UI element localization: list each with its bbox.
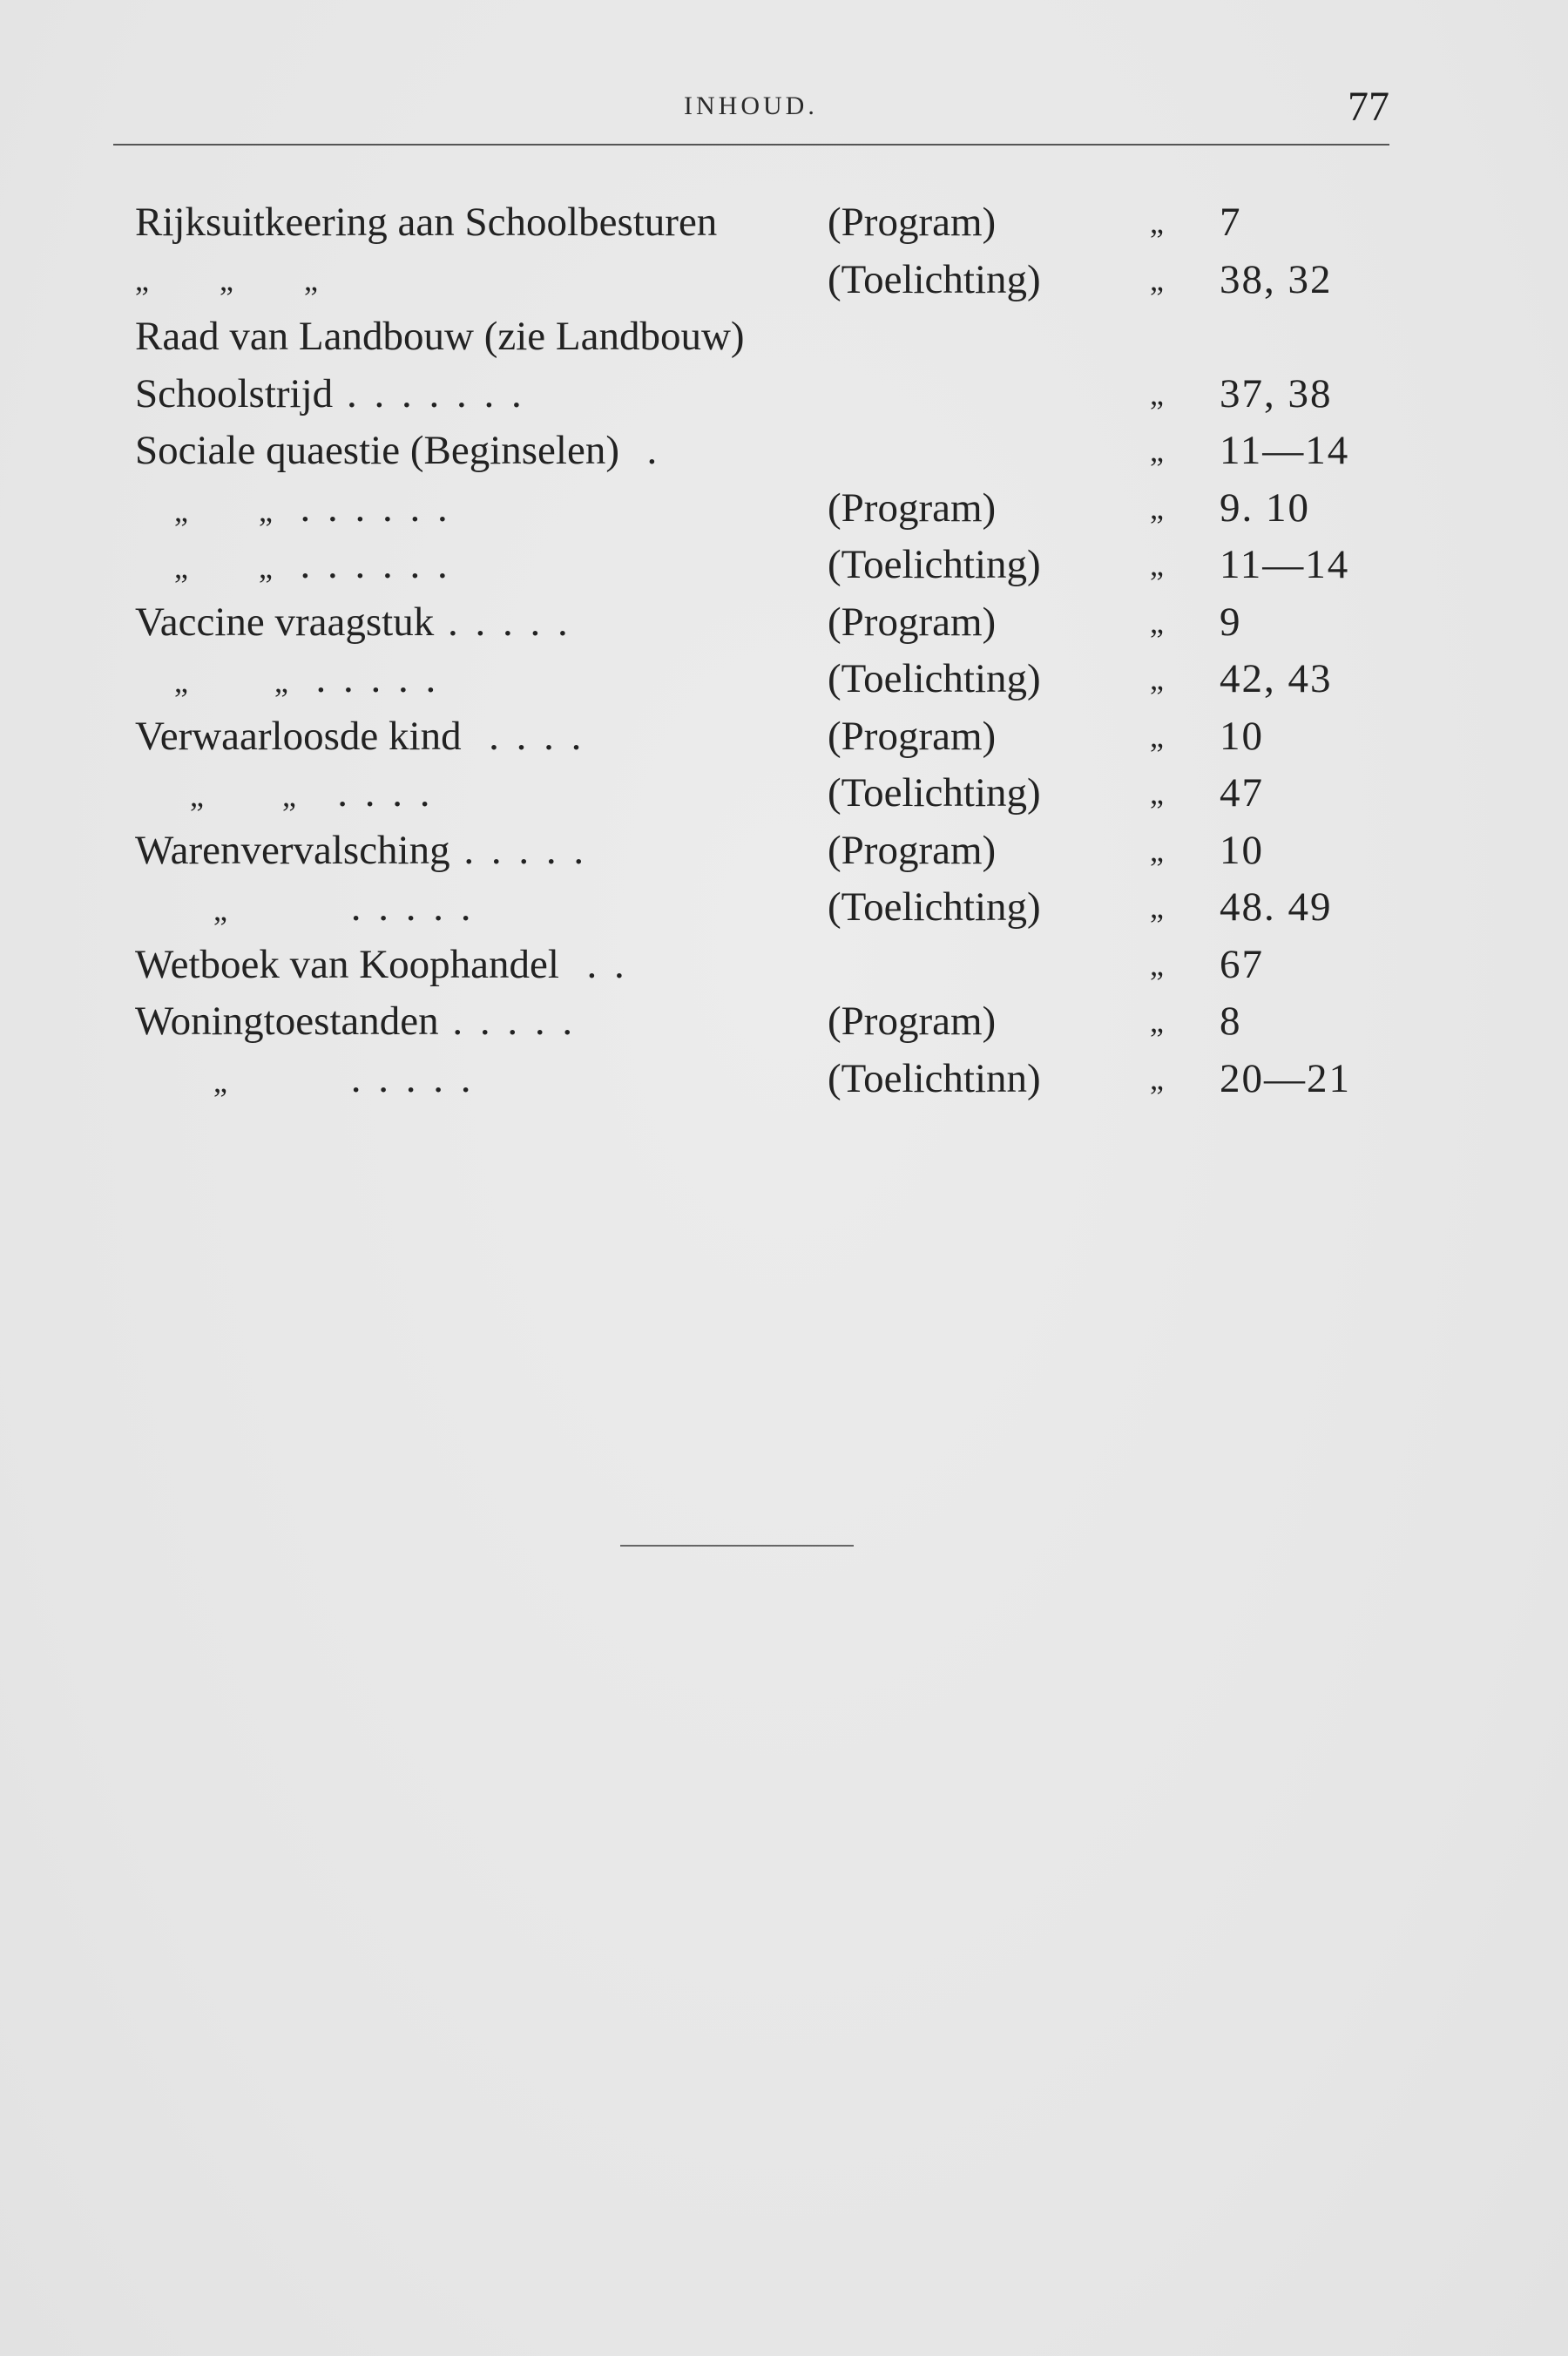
index-entry xyxy=(135,879,1372,937)
entry-ditto-mark: „ xyxy=(1150,775,1164,810)
entry-term: Vaccine vraagstuk . . . . . xyxy=(135,599,571,645)
entry-category: (Program) xyxy=(828,713,997,759)
index-entry xyxy=(135,765,1372,823)
entry-category: (Toelichting) xyxy=(828,256,1041,302)
entry-ditto-mark: „ xyxy=(1150,1060,1164,1096)
entry-ditto-mark: „ xyxy=(1150,832,1164,868)
entry-pages: 10 xyxy=(1220,827,1264,873)
entry-ditto-mark: „ xyxy=(1150,890,1164,924)
entry-category: (Program) xyxy=(828,999,997,1044)
entry-category: (Toelichting) xyxy=(828,770,1041,816)
entry-pages: 47 xyxy=(1220,770,1264,816)
entry-ditto-mark: „ xyxy=(1150,547,1164,582)
closing-rule xyxy=(620,1545,854,1547)
entry-pages: 9. 10 xyxy=(1220,484,1310,531)
entry-ditto-mark: „ xyxy=(1150,946,1164,982)
entry-pages: 20—21 xyxy=(1220,1055,1351,1101)
entry-term: „ „ . . . . . . xyxy=(135,484,451,531)
entry-pages: 11—14 xyxy=(1220,428,1350,473)
entry-term: „ . . . . . xyxy=(135,1055,475,1101)
entry-ditto-mark: „ xyxy=(1150,490,1164,525)
entry-ditto-mark: „ xyxy=(1150,205,1164,240)
page-number: 77 xyxy=(1348,84,1389,130)
index-entry xyxy=(135,194,1372,252)
index-entry xyxy=(135,423,1372,480)
index-entry xyxy=(135,308,1372,366)
entry-term: Wetboek van Koophandel . . xyxy=(135,941,628,987)
running-title: INHOUD. xyxy=(684,91,818,120)
page-header xyxy=(118,83,1389,144)
entry-ditto-mark: „ xyxy=(1150,661,1164,696)
index-entry xyxy=(135,480,1372,538)
entry-ditto-mark: „ xyxy=(1150,718,1164,754)
entry-category: (Toelichtinn) xyxy=(828,1055,1041,1101)
entry-term: Schoolstrijd . . . . . . . xyxy=(135,370,525,416)
entry-pages: 37, 38 xyxy=(1220,370,1333,416)
entry-ditto-mark: „ xyxy=(1150,261,1164,297)
entry-category: (Toelichting) xyxy=(828,542,1041,587)
entry-ditto-mark: „ xyxy=(1150,1004,1164,1039)
index-entry xyxy=(135,651,1372,708)
index-entry xyxy=(135,937,1372,994)
entry-category: (Program) xyxy=(828,484,997,531)
entry-ditto-mark: „ xyxy=(1150,376,1164,411)
entry-category: (Toelichting) xyxy=(828,884,1041,930)
entry-term: „ „ . . . . xyxy=(135,770,434,816)
entry-term: Woningtoestanden . . . . . xyxy=(135,999,577,1044)
index-entry xyxy=(135,594,1372,652)
entry-term: Verwaarloosde kind . . . . xyxy=(135,713,585,759)
entry-pages: 9 xyxy=(1220,599,1242,645)
entry-pages: 67 xyxy=(1220,941,1264,987)
index-entry xyxy=(135,366,1372,423)
index-entry xyxy=(135,537,1372,594)
entry-pages: 10 xyxy=(1220,713,1264,759)
entry-category: (Toelichting) xyxy=(828,656,1041,701)
entry-term: „ „ . . . . . xyxy=(135,656,440,701)
entry-pages: 7 xyxy=(1220,200,1242,245)
entry-ditto-mark: „ xyxy=(1150,604,1164,640)
entry-pages: 42, 43 xyxy=(1220,656,1333,701)
entry-pages: 8 xyxy=(1220,999,1242,1044)
entry-term: „ . . . . . xyxy=(135,884,475,930)
index-entry xyxy=(135,708,1372,766)
entry-pages: 48. 49 xyxy=(1220,884,1333,930)
entry-category: (Program) xyxy=(828,200,997,245)
index-entry xyxy=(135,252,1372,309)
entry-term: „ „ . . . . . . xyxy=(135,542,451,587)
index-entry xyxy=(135,823,1372,880)
entry-pages: 38, 32 xyxy=(1220,256,1333,302)
entry-term: Sociale quaestie (Beginselen) . xyxy=(135,428,661,473)
index-list xyxy=(135,194,1372,1107)
entry-ditto-mark: „ xyxy=(1150,433,1164,468)
index-entry xyxy=(135,1051,1372,1108)
header-rule xyxy=(113,144,1389,146)
entry-pages: 11—14 xyxy=(1220,542,1350,587)
entry-category: (Program) xyxy=(828,827,997,873)
entry-term: Warenvervalsching . . . . . xyxy=(135,827,588,873)
index-entry xyxy=(135,993,1372,1051)
entry-category: (Program) xyxy=(828,599,997,645)
entry-term: Raad van Landbouw (zie Landbouw) xyxy=(135,314,745,359)
entry-term: „ „ „ xyxy=(135,261,318,297)
entry-term: Rijksuitkeering aan Schoolbesturen xyxy=(135,200,718,245)
